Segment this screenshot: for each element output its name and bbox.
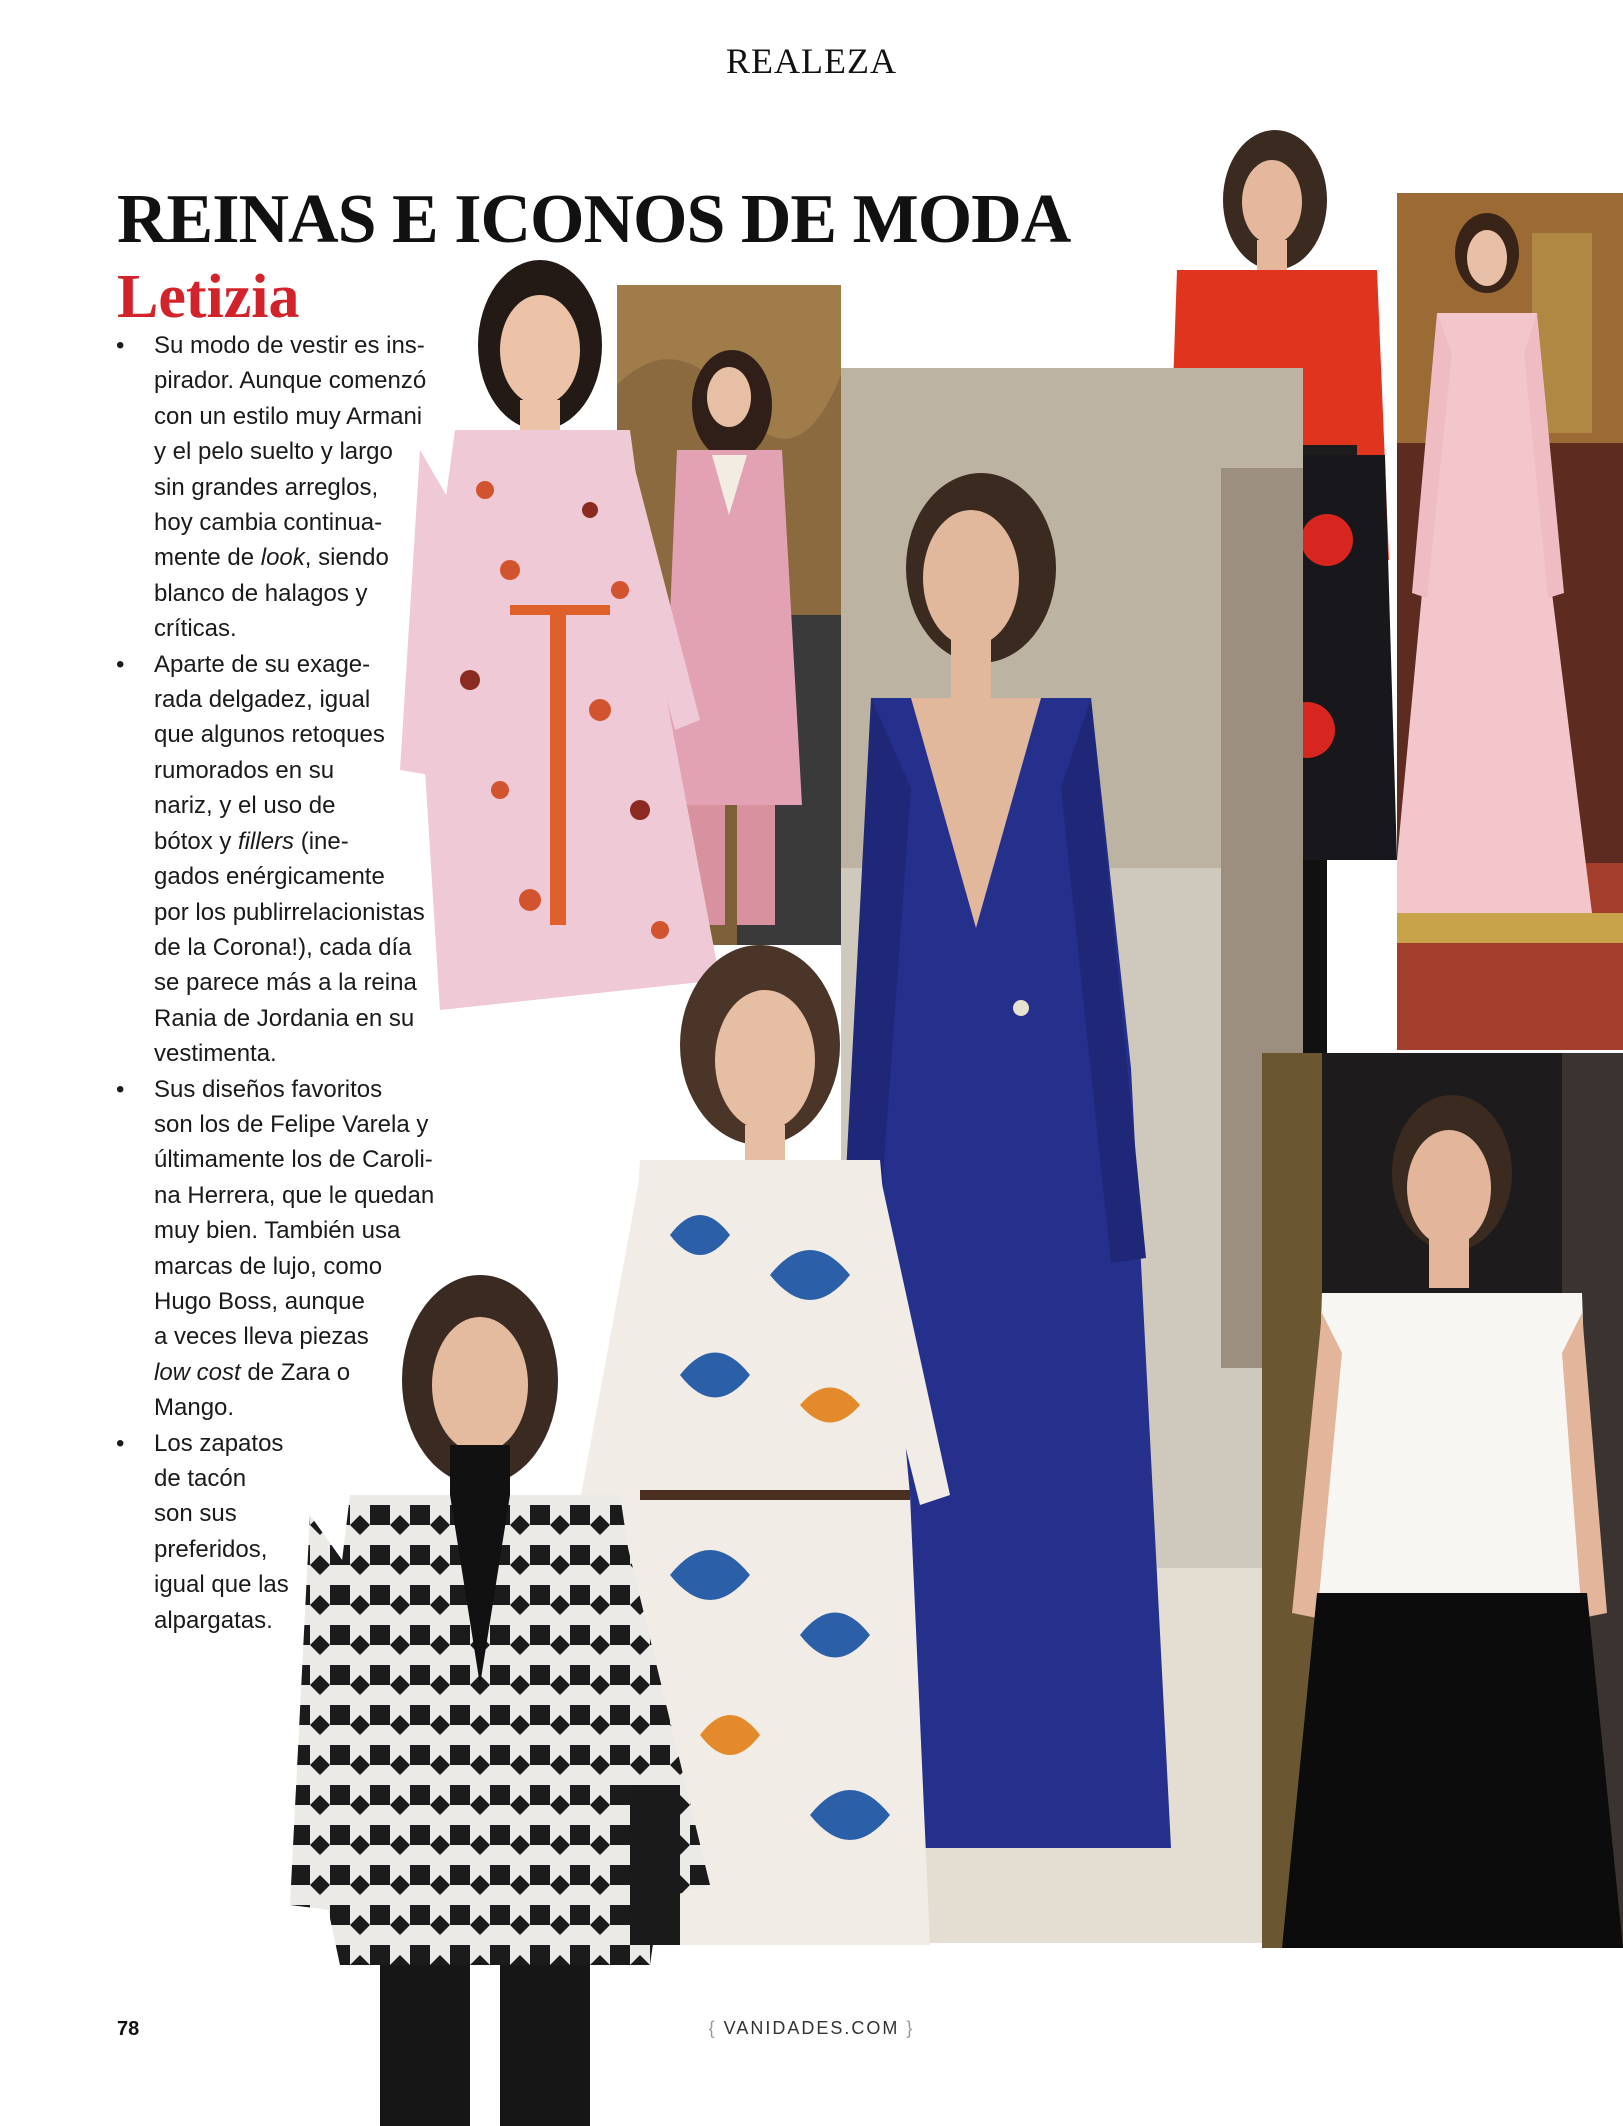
text-segment: rada delgadez, igual — [154, 686, 371, 714]
text-segment: de tacón — [154, 1465, 247, 1492]
text-segment: bótox y — [154, 827, 239, 855]
text-segment: (ine- — [294, 827, 349, 855]
footer-brace-close: } — [906, 2018, 915, 2038]
footer-brace-open: { — [708, 2018, 717, 2038]
text-segment: rumorados en su — [154, 756, 335, 784]
text-segment: Los zapatos — [154, 1429, 284, 1457]
text-segment: muy bien. También usa — [154, 1217, 401, 1245]
text-segment: son sus — [154, 1500, 237, 1528]
article-headline: REINAS E ICONOS DE MODA — [117, 181, 1071, 258]
footer-site-name[interactable]: VANIDADES.COM — [723, 2018, 900, 2038]
text-segment: Rania de Jordania en su — [154, 1004, 415, 1032]
bullet-line — [154, 1213, 457, 1248]
photo-floral-pink-dress — [400, 250, 725, 1050]
text-segment: de Zara o — [240, 1358, 351, 1386]
text-segment: críticas. — [154, 615, 237, 643]
bullet-line — [154, 1107, 457, 1142]
text-segment: gados enérgicamente — [154, 863, 385, 891]
text-segment: se parece más a la reina — [154, 969, 417, 997]
text-segment: sin grandes arreglos, — [154, 473, 379, 501]
text-segment: por los publirrelacionistas — [154, 898, 425, 926]
text-segment: que algunos retoques — [154, 721, 385, 749]
text-segment: y el pelo suelto y largo — [154, 438, 393, 466]
text-segment: son los de Felipe Varela y — [154, 1110, 429, 1138]
photo-houndstooth-coat — [290, 1265, 720, 2126]
photo-white-top-black-skirt — [1262, 1053, 1623, 1948]
text-segment: Hugo Boss, aunque — [154, 1287, 365, 1315]
text-segment: Mango. — [154, 1394, 235, 1422]
text-segment: de la Corona!), cada día — [154, 933, 412, 961]
text-segment: vestimenta. — [154, 1040, 277, 1068]
text-segment: blanco de halagos y — [154, 579, 368, 607]
footer-site[interactable] — [0, 2018, 1623, 2039]
text-segment: nariz, y el uso de — [154, 792, 336, 820]
bullet-line — [154, 1072, 457, 1107]
text-segment: igual que las — [154, 1571, 289, 1599]
section-label: REALEZA — [726, 41, 897, 81]
text-segment: a veces lleva piezas — [154, 1323, 369, 1351]
italic-term: low cost — [154, 1358, 241, 1386]
text-segment: na Herrera, que le quedan — [154, 1181, 435, 1209]
bullet-line — [154, 1178, 457, 1213]
text-segment: Aparte de su exage- — [154, 650, 371, 678]
italic-term: fillers — [238, 827, 295, 855]
text-segment: hoy cambia continua- — [154, 509, 383, 537]
text-segment: preferidos, — [154, 1535, 268, 1563]
text-segment: alpargatas. — [154, 1606, 273, 1634]
page-number: 78 — [117, 2018, 140, 2040]
text-segment: pirador. Aunque comenzó — [154, 367, 427, 395]
text-segment: con un estilo muy Armani — [154, 402, 423, 430]
text-segment: Sus diseños favoritos — [154, 1075, 383, 1103]
text-segment: , siendo — [304, 544, 389, 572]
text-segment: mente de — [154, 544, 261, 572]
article-subhead: Letizia — [117, 263, 300, 331]
text-segment: últimamente los de Caroli- — [154, 1146, 433, 1174]
bullet-line — [154, 1142, 457, 1177]
text-segment: marcas de lujo, como — [154, 1252, 383, 1280]
text-segment: Su modo de vestir es ins- — [154, 332, 425, 359]
italic-term: look — [260, 544, 305, 572]
